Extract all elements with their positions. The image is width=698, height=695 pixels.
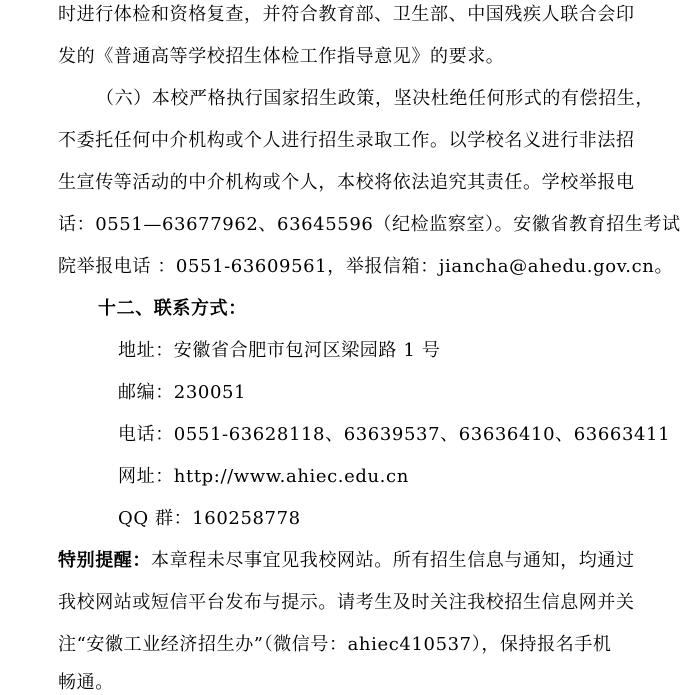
paragraph-6-line-2: 不委托任何中介机构或个人进行招生录取工作。以学校名义进行非法招 <box>58 130 635 151</box>
paragraph-5-line-1: 时进行体检和资格复查，并符合教育部、卫生部、中国残疾人联合会印 <box>58 4 635 25</box>
special-notice-line-1-text: 本章程未尽事宜见我校网站。所有招生信息与通知，均通过 <box>151 550 635 571</box>
section-12-heading: 十二、联系方式： <box>98 298 247 319</box>
special-notice-line-2: 我校网站或短信平台发布与提示。请考生及时关注我校招生信息网并关 <box>58 592 635 613</box>
paragraph-5-line-2: 发的《普通高等学校招生体检工作指导意见》的要求。 <box>58 46 505 67</box>
contact-address: 地址：安徽省合肥市包河区梁园路 1 号 <box>118 340 441 361</box>
special-notice-line-4: 畅通。 <box>58 672 114 693</box>
paragraph-6-line-5: 院举报电话 ：0551-63609561，举报信箱：jiancha@ahedu.gov.cn。 <box>58 256 674 277</box>
contact-postcode: 邮编：230051 <box>118 382 247 403</box>
paragraph-6-line-4: 话：0551—63677962、63645596（纪检监察室）。安徽省教育招生考试 <box>58 214 681 235</box>
paragraph-6-line-1: （六）本校严格执行国家招生政策，坚决杜绝任何形式的有偿招生， <box>96 88 654 109</box>
special-notice-line-3: 注“安徽工业经济招生办”（微信号：ahiec410537），保持报名手机 <box>58 634 612 655</box>
contact-qq-group: QQ 群：160258778 <box>118 508 301 529</box>
paragraph-6-line-3: 生宣传等活动的中介机构或个人，本校将依法追究其责任。学校举报电 <box>58 172 635 193</box>
contact-phone: 电话：0551-63628118、63639537、63636410、63663411 <box>118 424 671 445</box>
special-notice-label: 特别提醒： <box>58 550 151 571</box>
special-notice-line-1 <box>58 550 658 572</box>
contact-website: 网址：http://www.ahiec.edu.cn <box>118 466 409 487</box>
